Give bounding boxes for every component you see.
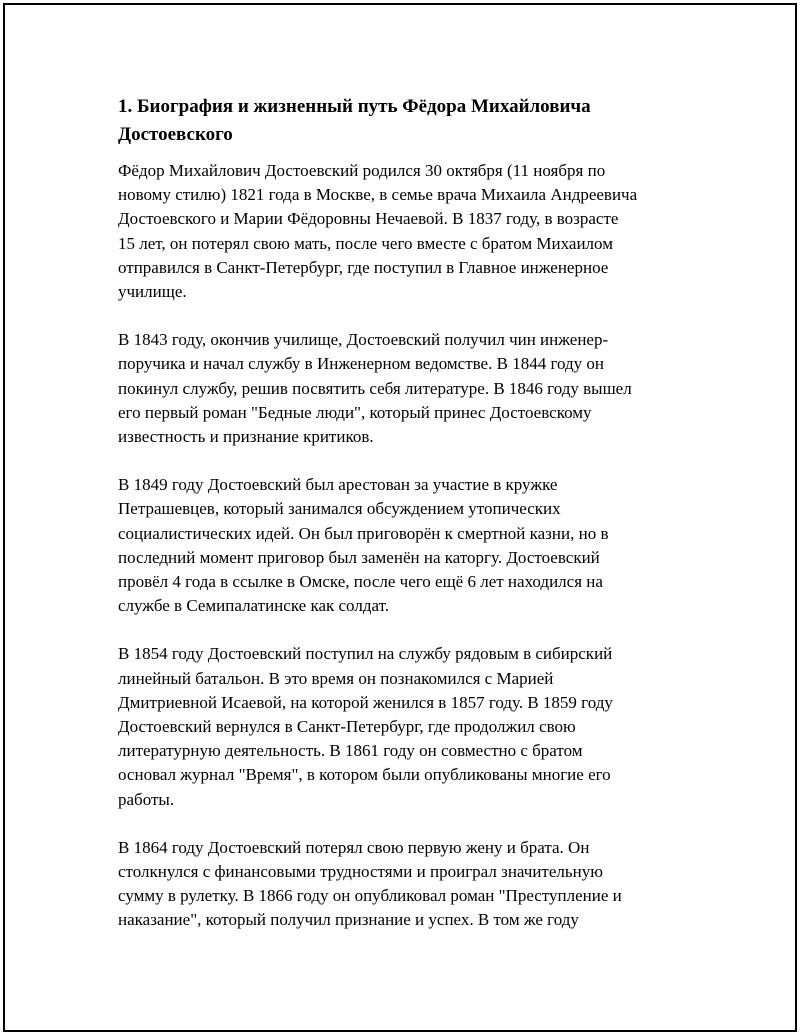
text-line: литературную деятельность. В 1861 году он совместно с братом xyxy=(118,741,583,761)
text-line: его первый роман "Бедные люди", который принес Достоевскому xyxy=(118,402,592,422)
paragraph-birth xyxy=(118,159,678,304)
text-line: Фёдор Михайлович Достоевский родился 30 октября (11 ноября по xyxy=(118,161,606,180)
text-line: поручика и начал службу в Инженерном ведомстве. В 1844 году он xyxy=(118,354,605,374)
text-line: В 1864 году Достоевский потерял свою первую жену и брата. Он xyxy=(118,837,590,857)
text-line: последний момент приговор был заменён на каторгу. Достоевский xyxy=(118,547,600,567)
section-heading xyxy=(118,93,678,149)
paragraph-arrest xyxy=(118,473,678,618)
text-line: Достоевского и Марии Фёдоровны Нечаевой. В 1837 году, в возрасте xyxy=(118,209,619,229)
document-body xyxy=(118,93,678,957)
text-line: покинул службу, решив посвятить себя литературе. В 1846 году вышел xyxy=(118,378,632,398)
text-line: В 1843 году, окончив училище, Достоевский получил чин инженер- xyxy=(118,330,609,350)
text-line: работы. xyxy=(118,789,175,809)
paragraph-hardships xyxy=(118,836,678,933)
text-line: линейный батальон. В это время он познакомился с Марией xyxy=(118,668,554,688)
text-line: В 1854 году Достоевский поступил на службу рядовым в сибирский xyxy=(118,644,613,664)
text-line: новому стилю) 1821 года в Москве, в семье врача Михаила Андреевича xyxy=(118,185,638,205)
text-line: службе в Семипалатинске как солдат. xyxy=(118,596,389,616)
text-line: провёл 4 года в ссылке в Омске, после чего ещё 6 лет находился на xyxy=(118,572,603,592)
text-line: сумму в рулетку. В 1866 году он опубликовал роман "Преступление и xyxy=(118,886,622,906)
text-line: 15 лет, он потерял свою мать, после чего вместе с братом Михаилом xyxy=(118,233,613,253)
text-line: социалистических идей. Он был приговорён к смертной казни, но в xyxy=(118,523,609,543)
text-line: Дмитриевной Исаевой, на которой женился в 1857 году. В 1859 году xyxy=(118,692,613,712)
paragraph-early-career xyxy=(118,328,678,449)
paragraph-return xyxy=(118,642,678,811)
text-line: известность и признание критиков. xyxy=(118,427,374,447)
text-line: Петрашевцев, который занимался обсуждением утопических xyxy=(118,499,561,519)
heading-line: 1. Биография и жизненный путь Фёдора Михайловича xyxy=(118,96,591,117)
text-line: отправился в Санкт-Петербург, где поступил в Главное инженерное xyxy=(118,257,609,277)
text-line: наказание", который получил признание и успех. В том же году xyxy=(118,910,579,930)
text-line: училище. xyxy=(118,282,187,302)
text-line: основал журнал "Время", в котором были опубликованы многие его xyxy=(118,765,611,785)
text-line: столкнулся с финансовыми трудностями и проиграл значительную xyxy=(118,862,603,882)
text-line: В 1849 году Достоевский был арестован за участие в кружке xyxy=(118,475,558,495)
heading-line: Достоевского xyxy=(118,124,233,145)
text-line: Достоевский вернулся в Санкт-Петербург, где продолжил свою xyxy=(118,717,576,737)
